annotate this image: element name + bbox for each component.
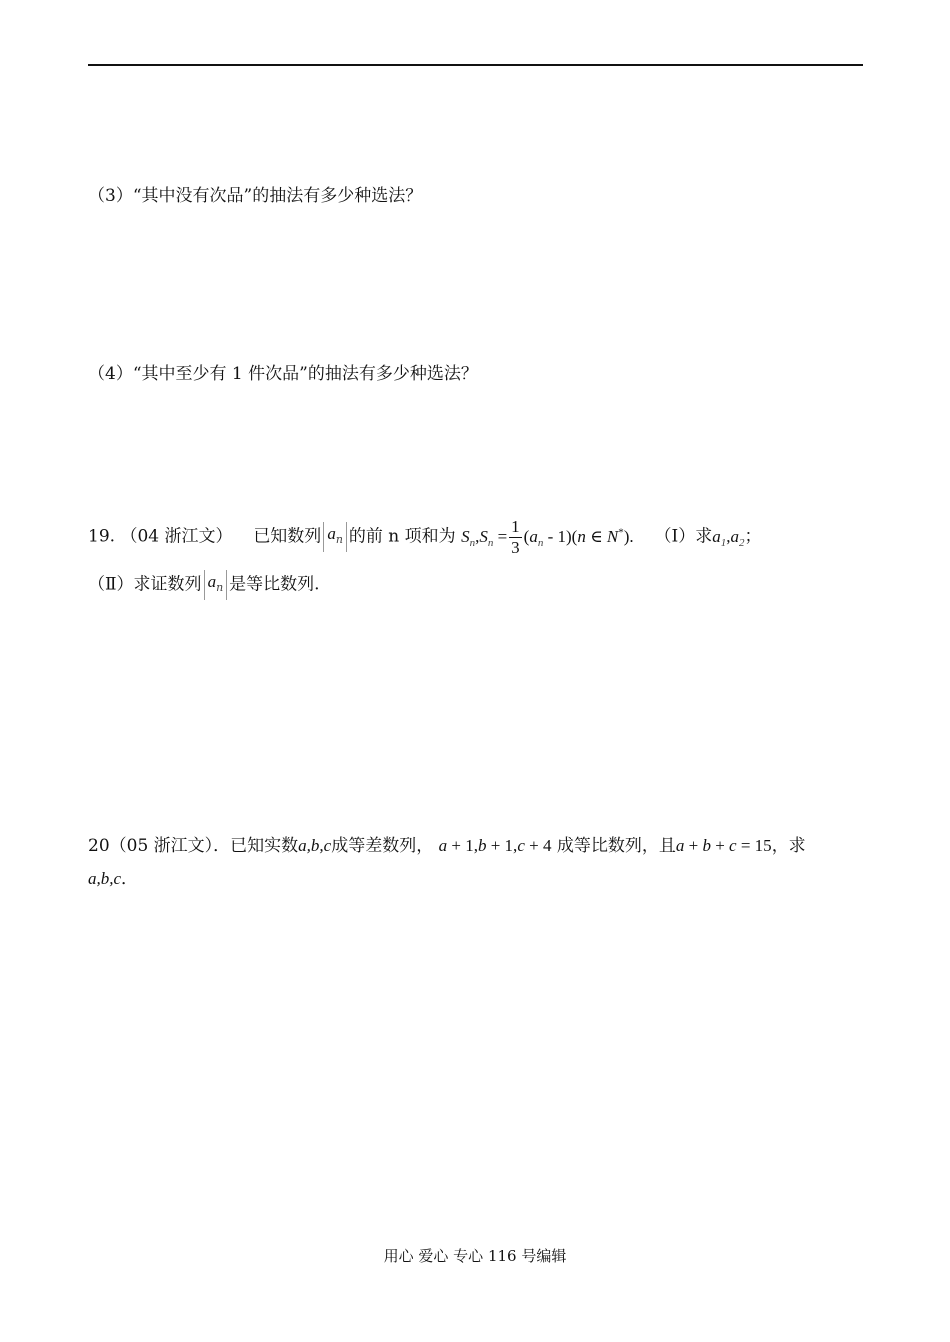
q20-line1	[88, 834, 806, 858]
page-footer: 用心 爱心 专心 116 号编辑	[383, 1247, 567, 1265]
q20-vars-2: a,b,c	[88, 869, 122, 888]
q19-line1: 19. （04 浙江文） 已知数列 $a_n$ 的前 n 项和为 $S_n,S_n$ = $\frac{1}{3}$ $(a_n - 1)(n$ ∈ N*). （Ⅰ）求$a_1,a_2$；	[88, 517, 762, 558]
q20-line2: a,b,c．	[88, 869, 139, 889]
q20-geometric-terms: a + 1,b + 1,c + 4	[438, 836, 552, 855]
q18-part4-text: （4）“其中至少有 1 件次品”的抽法有多少种选法？	[88, 364, 478, 384]
q20-text-a: 成等差数列，	[331, 836, 434, 856]
q19-source: （04 浙江文）	[120, 526, 233, 547]
q20-vars: a,b,c	[298, 836, 332, 855]
q19-part2-end: 是等比数列.	[229, 574, 320, 595]
q19-number: 19.	[88, 526, 116, 547]
q19-sum-formula: $S_n,S_n$ = $\frac{1}{3}$ $(a_n - 1)(n$ ∈ N*).	[461, 517, 634, 558]
q19-part1-vars: $a_1,a_2$	[712, 526, 745, 549]
q19-part2-label: （Ⅱ）求证数列	[88, 574, 202, 595]
header-rule	[88, 64, 863, 66]
q18-part4	[88, 362, 478, 386]
q20-text-c: ，求	[771, 836, 806, 856]
q20-text-b: 成等比数列，且	[556, 836, 676, 856]
q20-sum-condition: a + b + c = 15	[675, 836, 772, 855]
q19-part1-label: （Ⅰ）求	[654, 526, 713, 547]
q20-number: 20（05 浙江文）．已知实数	[88, 836, 299, 856]
q18-part3	[88, 184, 422, 208]
fraction-one-third: $\frac{1}{3}$	[511, 517, 520, 558]
q19-sequence-set-2: $a_n$	[204, 570, 228, 600]
q19-text-a: 已知数列	[253, 526, 322, 547]
q19-text-b: 的前 n 项和为	[348, 526, 456, 547]
q19-sequence-set: $a_n$	[323, 522, 347, 552]
q19-line2	[88, 570, 320, 600]
q18-part3-text: （3）“其中没有次品”的抽法有多少种选法？	[88, 186, 423, 206]
